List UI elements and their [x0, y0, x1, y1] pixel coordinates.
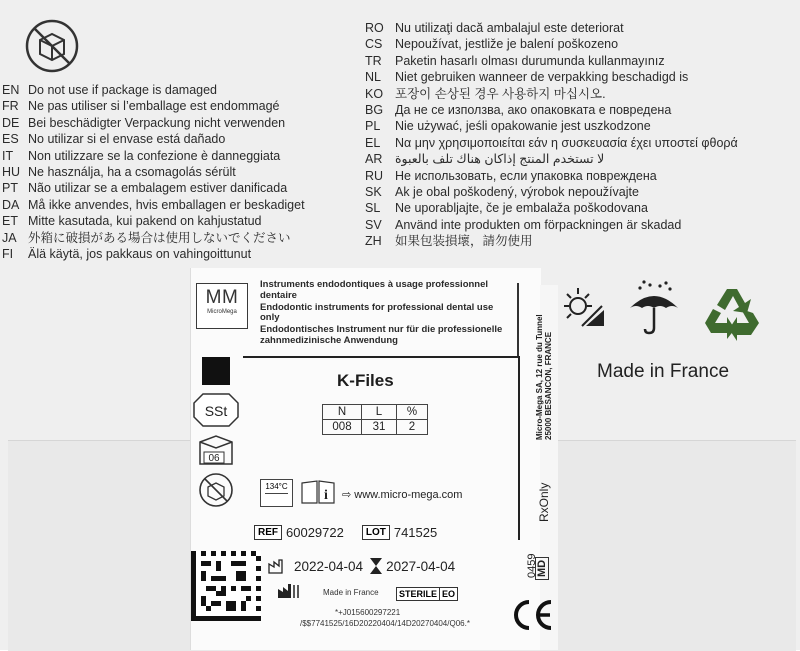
box-quantity-icon	[196, 432, 236, 468]
warning-row: PL Nie używać, jeśli opakowanie jest uszkodzone	[365, 119, 651, 134]
spec-header: N	[323, 405, 362, 420]
svg-text:i: i	[324, 488, 328, 503]
warning-row: KO 포장이 손상된 경우 사용하지 마십시오.	[365, 86, 606, 101]
warnings-right-column	[365, 20, 738, 250]
dates-row	[268, 557, 455, 575]
warning-row: PT Não utilizar se a embalagem estiver danificada	[2, 181, 288, 196]
notified-body-number: 0459	[526, 553, 538, 578]
label-made-in: Made in France	[323, 588, 379, 597]
warning-row: JA 外箱に破損がある場合は使用しないでください	[2, 230, 291, 245]
warning-row: RO Nu utilizaţi dacă ambalajul este deteriorat	[365, 21, 624, 35]
warning-row: BG Да не се използва, ако опаковката е повредена	[365, 103, 672, 118]
warning-row: TR Paketin hasarlı olması durumunda kullanmayınız	[365, 53, 665, 68]
warning-row: ET Mitte kasutada, kui pakend on kahjustatud	[2, 214, 262, 229]
arrow-icon: ⇨	[342, 489, 355, 501]
manufacturer-line-2: 25000 BESANCON, FRANCE	[544, 331, 553, 440]
spec-header: L	[362, 405, 397, 420]
warning-row: DA Må ikke anvendes, hvis emballagen er beskadiget	[2, 197, 305, 212]
warning-row: DE Bei beschädigter Verpackung nicht verwenden	[2, 115, 286, 130]
rx-only-text: RxOnly	[537, 482, 551, 522]
warning-row: SK Ak je obal poškodený, výrobok nepoužívajte	[365, 185, 639, 200]
description-en: Endodontic instruments for professional dental use only	[260, 301, 494, 324]
warning-row: ES No utilizar si el envase está dañado	[2, 132, 226, 147]
spec-table	[322, 404, 428, 435]
label-description	[260, 280, 510, 348]
manufacture-date-icon	[268, 558, 290, 574]
sterile-eo-tag	[396, 587, 458, 601]
website-link[interactable]	[342, 488, 462, 501]
warning-row: SL Ne uporabljajte, če je embalaža poškodovana	[365, 201, 648, 216]
material-label: SSt	[204, 403, 228, 419]
barcode-text-2: /$$7741525/16D20220404/14D20270404/Q06.*	[300, 619, 470, 628]
color-code-square	[202, 357, 230, 385]
medical-device-tag: MD	[535, 557, 549, 580]
warning-row: HU Ne használja, ha a csomagolás sérült	[2, 165, 236, 180]
lot-tag: LOT	[362, 525, 390, 540]
expiry-date: 2027-04-04	[386, 558, 456, 574]
manufacturer-address	[535, 314, 553, 440]
box-quantity-value: 06	[208, 453, 220, 464]
description-de: Endodontisches Instrument nur für die professionelle zahnmedizinische Anwendung	[260, 324, 503, 346]
warning-row: SV Använd inte produkten om förpackningen är skadad	[365, 217, 682, 232]
warning-row: ZH 如果包装損壞，請勿使用	[365, 234, 533, 249]
recycle-icon	[703, 283, 767, 343]
warning-row: NL Niet gebruiken wanneer de verpakking beschadigd is	[365, 70, 689, 85]
logo-text: MM	[205, 287, 239, 308]
manufacturer-line-1: Micro-Mega SA, 12 rue du Tunnel	[535, 314, 544, 440]
sterile-label: STERILE	[396, 587, 440, 601]
ref-lot-row	[254, 525, 455, 540]
label-divider	[517, 283, 519, 358]
spec-value: 008	[323, 420, 362, 435]
keep-dry-umbrella-icon	[624, 280, 684, 336]
warning-row: RU Не использовать, если упаковка повреждена	[365, 168, 657, 183]
made-in-france-text: Made in France	[597, 361, 730, 382]
logo-subtext: MicroMega	[207, 309, 237, 315]
warning-row: FR Ne pas utiliser si l’emballage est endommagé	[2, 99, 280, 114]
spec-value: 31	[362, 420, 397, 435]
website-text: www.micro-mega.com	[354, 489, 463, 501]
product-name: K-Files	[337, 371, 394, 390]
warning-row: CS Nepoužívat, jestliže je balení poškozeno	[365, 37, 619, 52]
keep-away-sunlight-icon	[560, 284, 606, 328]
damaged-package-warning-icon	[24, 18, 80, 74]
sterilization-temp-icon	[260, 479, 293, 507]
damaged-package-icon	[197, 472, 235, 508]
warning-row: AR لا تستخدم المنتج إذاكان هناك تلف بالعبوة	[365, 152, 605, 167]
manufacture-date: 2022-04-04	[294, 558, 364, 574]
sterilization-temp: 134°C	[265, 482, 288, 491]
ref-value: 60029722	[286, 525, 344, 540]
ref-tag: REF	[254, 525, 282, 540]
micromega-logo	[196, 283, 248, 329]
warning-row: EN Do not use if package is damaged	[2, 83, 218, 97]
warning-row: EL Να μην χρησιμοποιείται εάν η συσκευασία έχει υποστεί φθορά	[365, 135, 738, 150]
ce-mark-icon	[510, 598, 554, 632]
barcode-text-1: *+J015600297221	[335, 608, 401, 617]
qr-datamatrix-icon	[191, 551, 261, 621]
factory-icon	[277, 581, 303, 599]
spec-value: 2	[397, 420, 428, 435]
spec-header: %	[397, 405, 428, 420]
warning-row: FI Älä käytä, jos pakkaus on vahingoittunut	[2, 247, 252, 262]
eo-label: EO	[440, 587, 458, 601]
lot-value: 741525	[393, 525, 438, 540]
expiry-hourglass-icon	[369, 557, 383, 575]
warning-row: IT Non utilizzare se la confezione è danneggiata	[2, 148, 281, 163]
material-octagon-icon	[193, 393, 239, 427]
warnings-left-column	[2, 82, 305, 262]
description-fr: Instruments endodontiques à usage professionnel dentaire	[260, 279, 489, 301]
consult-instructions-icon	[300, 479, 336, 505]
